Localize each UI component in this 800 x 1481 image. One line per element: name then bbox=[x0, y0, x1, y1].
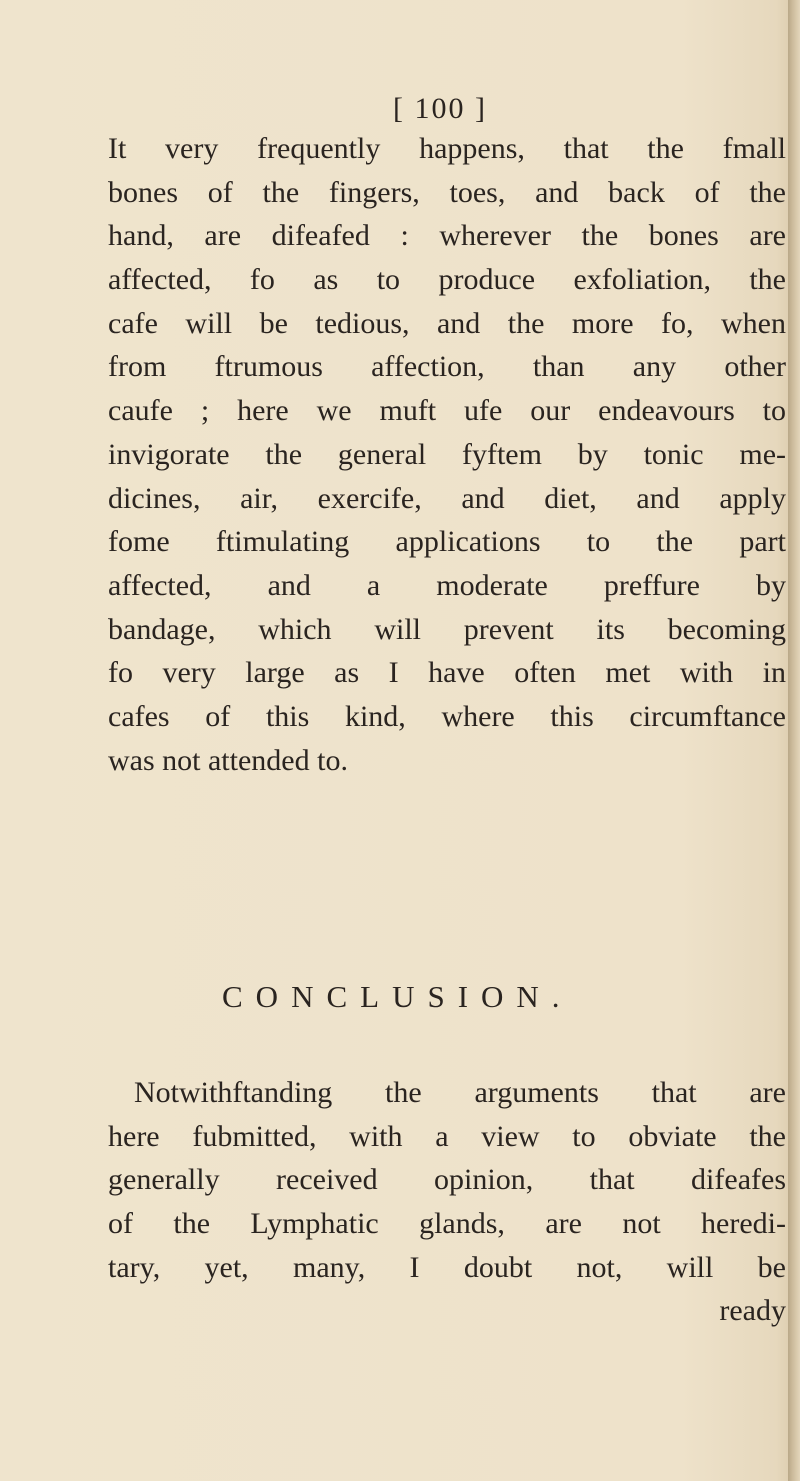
text-line: Notwithftanding the arguments that are bbox=[134, 1076, 786, 1109]
text-line: hand, are difeafed : wherever the bones are bbox=[108, 219, 786, 253]
catchword: ready bbox=[719, 1294, 786, 1328]
page-edge-shadow bbox=[788, 0, 800, 1481]
text-line: cafes of this kind, where this circumftance bbox=[108, 699, 786, 733]
text-line: here fubmitted, with a view to obviate the bbox=[108, 1119, 786, 1153]
text-line: of the Lymphatic glands, are not heredi- bbox=[108, 1207, 786, 1241]
text-line: It very frequently happens, that the fmall bbox=[108, 132, 786, 165]
text-line: affected, and a moderate preffure by bbox=[108, 568, 786, 602]
text-line: from ftrumous affection, than any other bbox=[108, 350, 786, 384]
paragraph-conclusion bbox=[108, 1071, 786, 1333]
text-line: generally received opinion, that difeafes bbox=[108, 1163, 786, 1197]
text-line: caufe ; here we muft ufe our endeavours to bbox=[108, 394, 786, 428]
text-line: tary, yet, many, I doubt not, will be bbox=[108, 1250, 786, 1284]
text-line: cafe will be tedious, and the more fo, when bbox=[108, 306, 786, 340]
text-line: bandage, which will prevent its becoming bbox=[108, 612, 786, 646]
text-line: bones of the fingers, toes, and back of the bbox=[108, 175, 786, 209]
text-line: affected, fo as to produce exfoliation, the bbox=[108, 263, 786, 297]
page-number: [ 100 ] bbox=[393, 92, 487, 125]
text-line: invigorate the general fyftem by tonic me- bbox=[108, 437, 786, 471]
section-heading-conclusion: CONCLUSION. bbox=[222, 979, 573, 1014]
text-line: was not attended to. bbox=[108, 743, 348, 777]
text-line: dicines, air, exercife, and diet, and apply bbox=[108, 481, 786, 515]
text-line: fome ftimulating applications to the part bbox=[108, 525, 786, 559]
paragraph-lymphatic-bones bbox=[108, 127, 786, 782]
text-line: fo very large as I have often met with in bbox=[108, 656, 786, 690]
